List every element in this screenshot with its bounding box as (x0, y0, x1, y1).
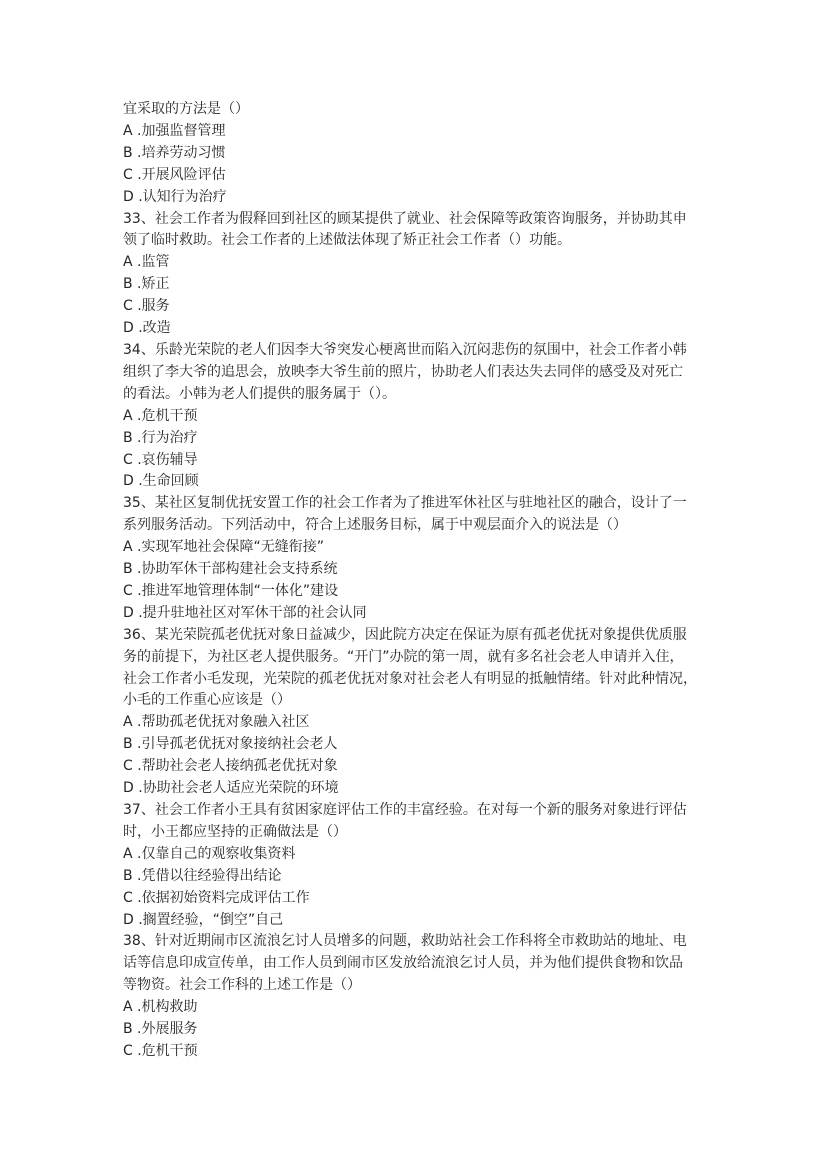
option-d: D .提升驻地社区对军休干部的社会认同 (123, 604, 367, 621)
option-a: A .机构救助 (123, 999, 198, 1016)
question-stem-line: 领了临时救助。社会工作者的上述做法体现了矫正社会工作者（）功能。 (123, 232, 571, 249)
document-page (123, 99, 709, 1063)
option-d: D .搁置经验，“倒空”自己 (123, 911, 284, 928)
option-b: B .引导孤老优抚对象接纳社会老人 (123, 736, 338, 753)
question-stem-line: 37、社会工作者小王具有贫困家庭评估工作的丰富经验。在对每一个新的服务对象进行评估 (123, 802, 687, 818)
question-stem-line: 社会工作者小毛发现，光荣院的孤老优抚对象对社会老人有明显的抵触情绪。针对此种情况， (123, 670, 697, 687)
option-c: C .开展风险评估 (123, 166, 226, 183)
question-stem-line: 35、某社区复制优抚安置工作的社会工作者为了推进军休社区与驻地社区的融合，设计了一 (123, 495, 687, 512)
question-32-continuation (123, 99, 709, 209)
question-33 (123, 209, 709, 340)
question-stem-line: 34、乐龄光荣院的老人们因李大爷突发心梗离世而陷入沉闷悲伤的氛围中，社会工作者小韩 (123, 341, 687, 358)
question-35 (123, 493, 709, 624)
option-c: C .依据初始资料完成评估工作 (123, 889, 310, 906)
option-b: B .凭借以往经验得出结论 (123, 867, 282, 884)
question-34 (123, 340, 709, 493)
option-b: B .矫正 (123, 276, 170, 293)
option-b: B .行为治疗 (123, 429, 198, 446)
question-stem-line: 系列服务活动。下列活动中，符合上述服务目标，属于中观层面介入的说法是（） (123, 517, 627, 534)
option-d: D .协助社会老人适应光荣院的环境 (123, 780, 339, 797)
option-a: A .加强监督管理 (123, 122, 226, 139)
question-stem-line: 务的前提下，为社区老人提供服务。“开门”办院的第一周，就有多名社会老人申请并入住， (123, 648, 684, 665)
option-a: A .帮助孤老优抚对象融入社区 (123, 714, 310, 731)
option-d: D .认知行为治疗 (123, 188, 227, 205)
question-stem-line: 话等信息印成宣传单，由工作人员到闹市区发放给流浪乞讨人员，并为他们提供食物和饮品 (123, 955, 683, 972)
question-stem-line: 33、社会工作者为假释回到社区的顾某提供了就业、社会保障等政策咨询服务，并协助其申 (123, 210, 687, 227)
option-a: A .仅靠自己的观察收集资料 (123, 845, 296, 862)
option-c: C .服务 (123, 298, 170, 315)
option-c: C .帮助社会老人接纳孤老优抚对象 (123, 758, 338, 775)
question-stem-line: 小毛的工作重心应该是（） (123, 692, 291, 709)
option-d: D .生命回顾 (123, 473, 199, 490)
question-stem-line: 38、针对近期闹市区流浪乞讨人员增多的问题，救助站社会工作科将全市救助站的地址、电 (123, 933, 687, 950)
question-stem-tail: 宜采取的方法是（） (123, 101, 249, 117)
question-37 (123, 800, 709, 931)
question-stem-line: 组织了李大爷的追思会，放映李大爷生前的照片，协助老人们表达失去同伴的感受及对死亡 (123, 363, 683, 380)
question-stem-line: 时，小王都应坚持的正确做法是（） (123, 823, 347, 840)
question-stem-line: 的看法。小韩为老人们提供的服务属于（）。 (123, 385, 396, 402)
option-b: B .外展服务 (123, 1021, 198, 1038)
question-36 (123, 625, 709, 800)
option-b: B .培养劳动习惯 (123, 144, 226, 161)
option-d: D .改造 (123, 320, 171, 337)
option-a: A .监管 (123, 254, 170, 271)
option-b: B .协助军休干部构建社会支持系统 (123, 561, 338, 578)
option-c: C .危机干预 (123, 1042, 198, 1059)
option-c: C .推进军地管理体制“一体化”建设 (123, 582, 339, 599)
option-a: A .危机干预 (123, 407, 198, 424)
question-stem-line: 36、某光荣院孤老优抚对象日益减少，因此院方决定在保证为原有孤老优抚对象提供优质服 (123, 626, 687, 643)
question-38 (123, 931, 709, 1062)
option-a: A .实现军地社会保障“无缝衔接” (123, 539, 324, 556)
option-c: C .哀伤辅导 (123, 451, 198, 468)
question-stem-line: 等物资。社会工作科的上述工作是（） (123, 977, 361, 994)
